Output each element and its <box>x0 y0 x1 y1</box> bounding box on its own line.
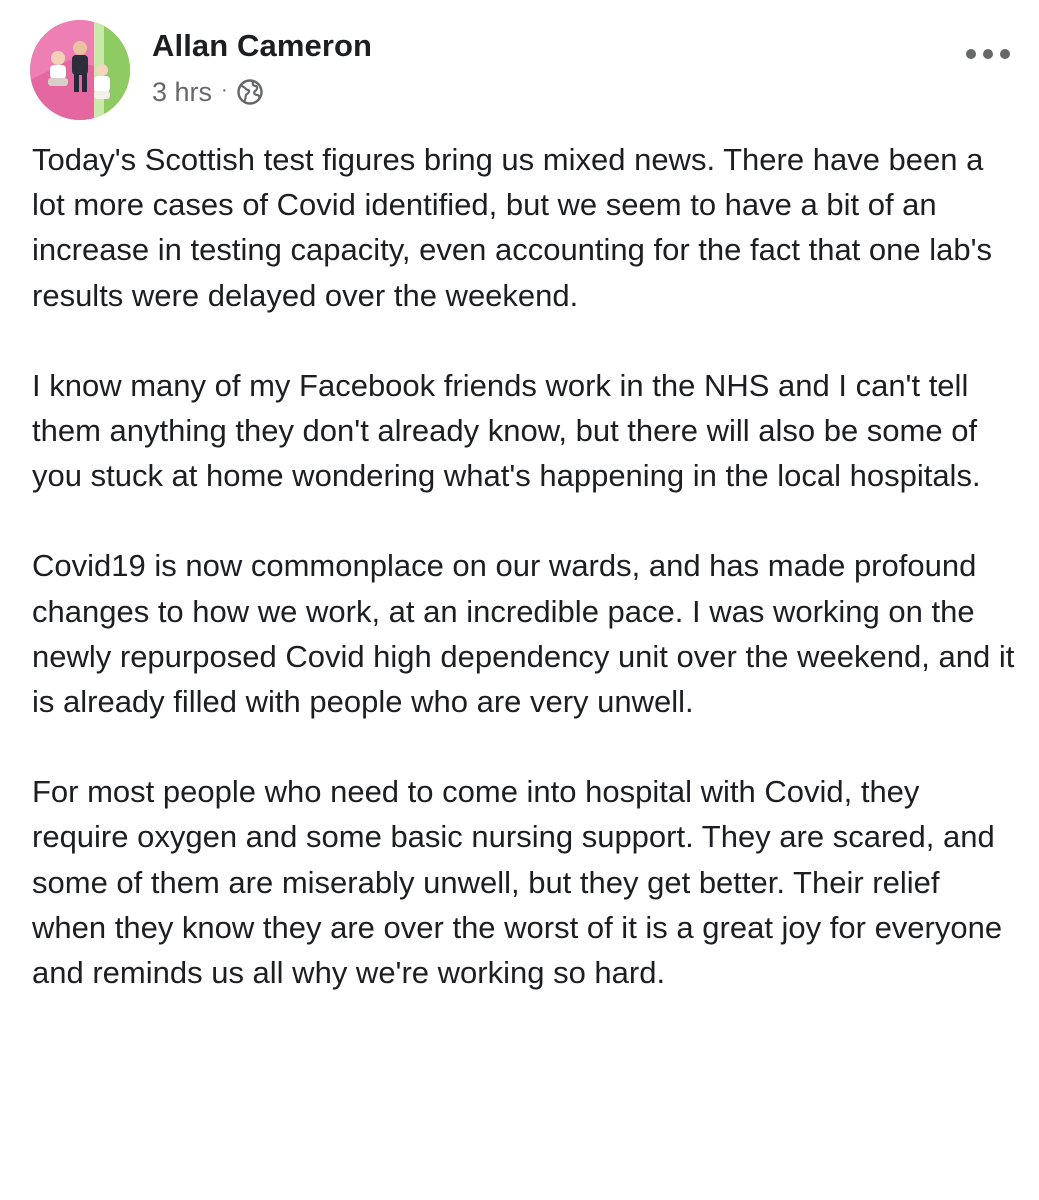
more-dot <box>966 49 976 59</box>
post-header <box>30 20 1010 120</box>
post-meta <box>152 74 264 110</box>
avatar[interactable] <box>30 20 130 120</box>
author-name[interactable]: Allan Cameron <box>152 28 373 63</box>
post-paragraph-4: For most people who need to come into hospital with Covid, they require oxygen and some basic nursing support. They are scared, and some of them are miserably unwell, but they get better. Their relief when they know they are over the worst of it is a great joy for everyone and reminds us all why we're working so hard. <box>32 774 1003 991</box>
more-options-icon[interactable] <box>966 46 1010 62</box>
avatar-photo-icon <box>30 20 130 120</box>
post-paragraph-1: Today's Scottish test figures bring us mixed news. There have been a lot more cases of Covid identified, but we seem to have a bit of an increase in testing capacity, even accounting for the fact that one lab's results were delayed over the weekend. <box>32 142 993 313</box>
meta-separator: · <box>221 78 228 101</box>
post-timestamp[interactable]: 3 hrs <box>152 76 213 107</box>
more-dot <box>983 49 993 59</box>
more-dot <box>1000 49 1010 59</box>
post-paragraph-3: Covid19 is now commonplace on our wards, and has made profound changes to how we work, at an incredible pace. I was working on the newly repurposed Covid high dependency unit over the weekend, and it is already filled with people who are very unwell. <box>32 548 1015 720</box>
post-body <box>32 137 1022 1040</box>
globe-icon[interactable] <box>236 78 264 106</box>
post-paragraph-2: I know many of my Facebook friends work in the NHS and I can't tell them anything they don't already know, but there will also be some of you stuck at home wondering what's happening in the local hospitals. <box>32 367 981 494</box>
